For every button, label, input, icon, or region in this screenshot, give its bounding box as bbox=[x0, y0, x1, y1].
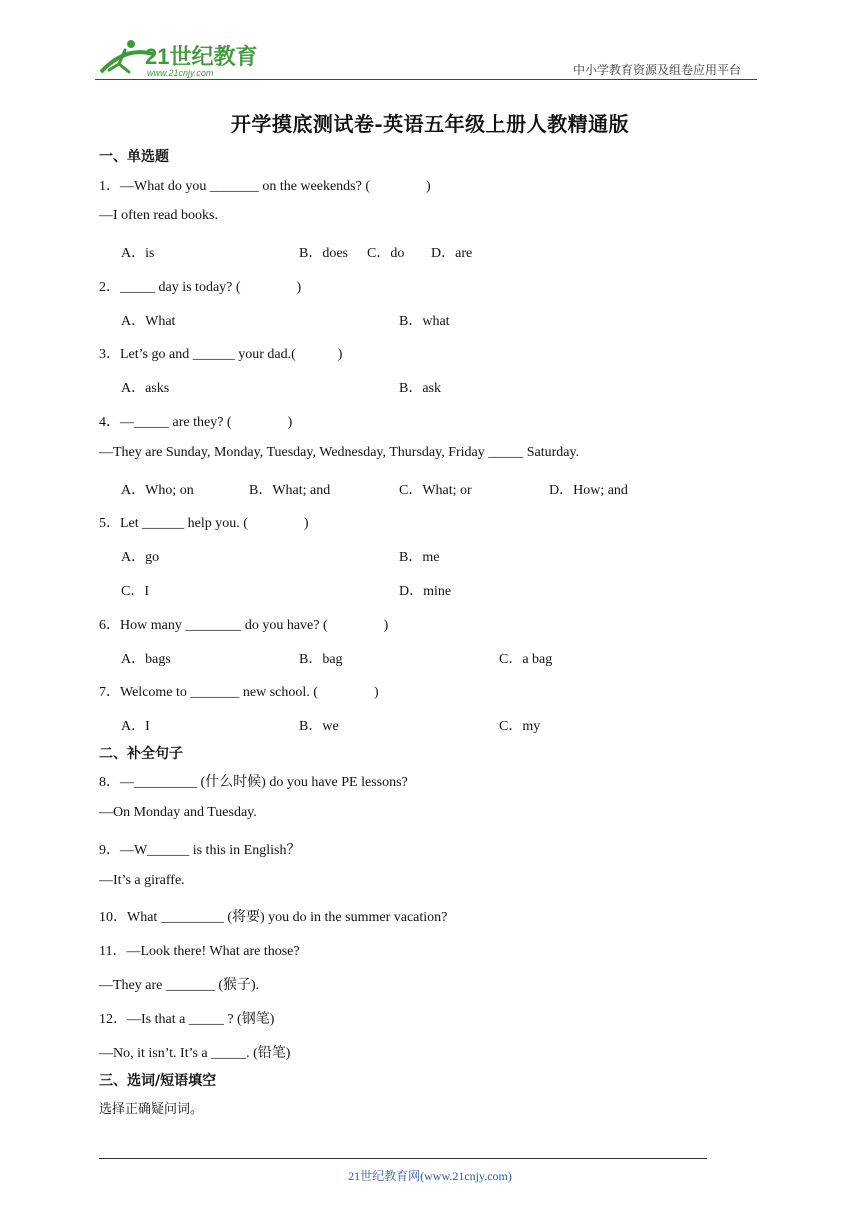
option[interactable]: B．does bbox=[299, 246, 348, 261]
question-12-answer-line: —No, it isn’t. It’s a _____. (铅笔) bbox=[99, 1046, 291, 1061]
option[interactable]: A．is bbox=[121, 246, 155, 261]
site-name: 中小学教育资源及组卷应用平台 bbox=[573, 63, 742, 77]
option[interactable]: A．bags bbox=[121, 652, 171, 667]
option[interactable]: D．are bbox=[431, 246, 473, 261]
option[interactable]: B．ask bbox=[399, 381, 441, 396]
option[interactable]: D．mine bbox=[399, 584, 452, 599]
question-9-answer-line: —It’s a giraffe. bbox=[99, 873, 185, 888]
header-divider bbox=[95, 79, 757, 80]
question-2: 2．_____ day is today? ( ) bbox=[99, 280, 302, 295]
question-11-answer-line: —They are _______ (猴子). bbox=[99, 978, 260, 993]
question-8-answer-line: —On Monday and Tuesday. bbox=[99, 805, 257, 820]
question-4: 4．—_____ are they? ( ) bbox=[99, 415, 293, 430]
option[interactable]: B．bag bbox=[299, 652, 343, 667]
svg-text:21世纪教育: 21世纪教育 bbox=[145, 44, 258, 69]
option[interactable]: A．asks bbox=[121, 381, 170, 396]
question-4-answer-line: —They are Sunday, Monday, Tuesday, Wednesday, Thursday, Friday _____ Saturday. bbox=[99, 445, 580, 460]
question-3: 3．Let’s go and ______ your dad.( ) bbox=[99, 347, 343, 362]
option[interactable]: D．How; and bbox=[549, 483, 628, 498]
section-heading: 一、单选题 bbox=[99, 149, 169, 165]
question-8: 8．—_________ (什么时候) do you have PE lessons? bbox=[99, 775, 408, 790]
option[interactable]: C．my bbox=[499, 719, 541, 734]
option[interactable]: C．a bag bbox=[499, 652, 553, 667]
question-6: 6．How many ________ do you have? ( ) bbox=[99, 618, 389, 633]
option[interactable]: C．What; or bbox=[399, 483, 472, 498]
svg-text:www.21cnjy.com: www.21cnjy.com bbox=[147, 68, 214, 78]
section-heading: 三、选词/短语填空 bbox=[99, 1073, 217, 1089]
option[interactable]: A．Who; on bbox=[121, 483, 194, 498]
page-title: 开学摸底测试卷-英语五年级上册人教精通版 bbox=[230, 112, 630, 136]
option[interactable]: B．What; and bbox=[249, 483, 331, 498]
question-11: 11．—Look there! What are those? bbox=[99, 944, 300, 959]
section-heading: 二、补全句子 bbox=[99, 746, 183, 762]
question-7: 7．Welcome to _______ new school. ( ) bbox=[99, 685, 379, 700]
runner-logo-icon bbox=[95, 36, 265, 80]
option[interactable]: C．do bbox=[367, 246, 405, 261]
option[interactable]: B．what bbox=[399, 314, 450, 329]
question-5: 5．Let ______ help you. ( ) bbox=[99, 516, 309, 531]
site-logo bbox=[95, 36, 265, 80]
section-instruction: 选择正确疑问词。 bbox=[99, 1102, 204, 1117]
option[interactable]: C．I bbox=[121, 584, 149, 599]
option[interactable]: A．I bbox=[121, 719, 150, 734]
option[interactable]: A．go bbox=[121, 550, 160, 565]
question-9: 9．—W______ is this in English？ bbox=[99, 843, 301, 858]
question-12: 12．—Is that a _____ ? (钢笔) bbox=[99, 1012, 275, 1027]
option[interactable]: B．me bbox=[399, 550, 440, 565]
question-10: 10．What _________ (将要) you do in the summer vacation? bbox=[99, 910, 448, 925]
footer-divider bbox=[99, 1158, 707, 1159]
option[interactable]: B．we bbox=[299, 719, 339, 734]
option[interactable]: A．What bbox=[121, 314, 176, 329]
footer-link[interactable]: 21世纪教育网(www.21cnjy.com) bbox=[348, 1169, 512, 1183]
question-1: 1．—What do you _______ on the weekends? ( ) bbox=[99, 179, 431, 194]
question-1-answer-line: —I often read books. bbox=[99, 208, 218, 223]
